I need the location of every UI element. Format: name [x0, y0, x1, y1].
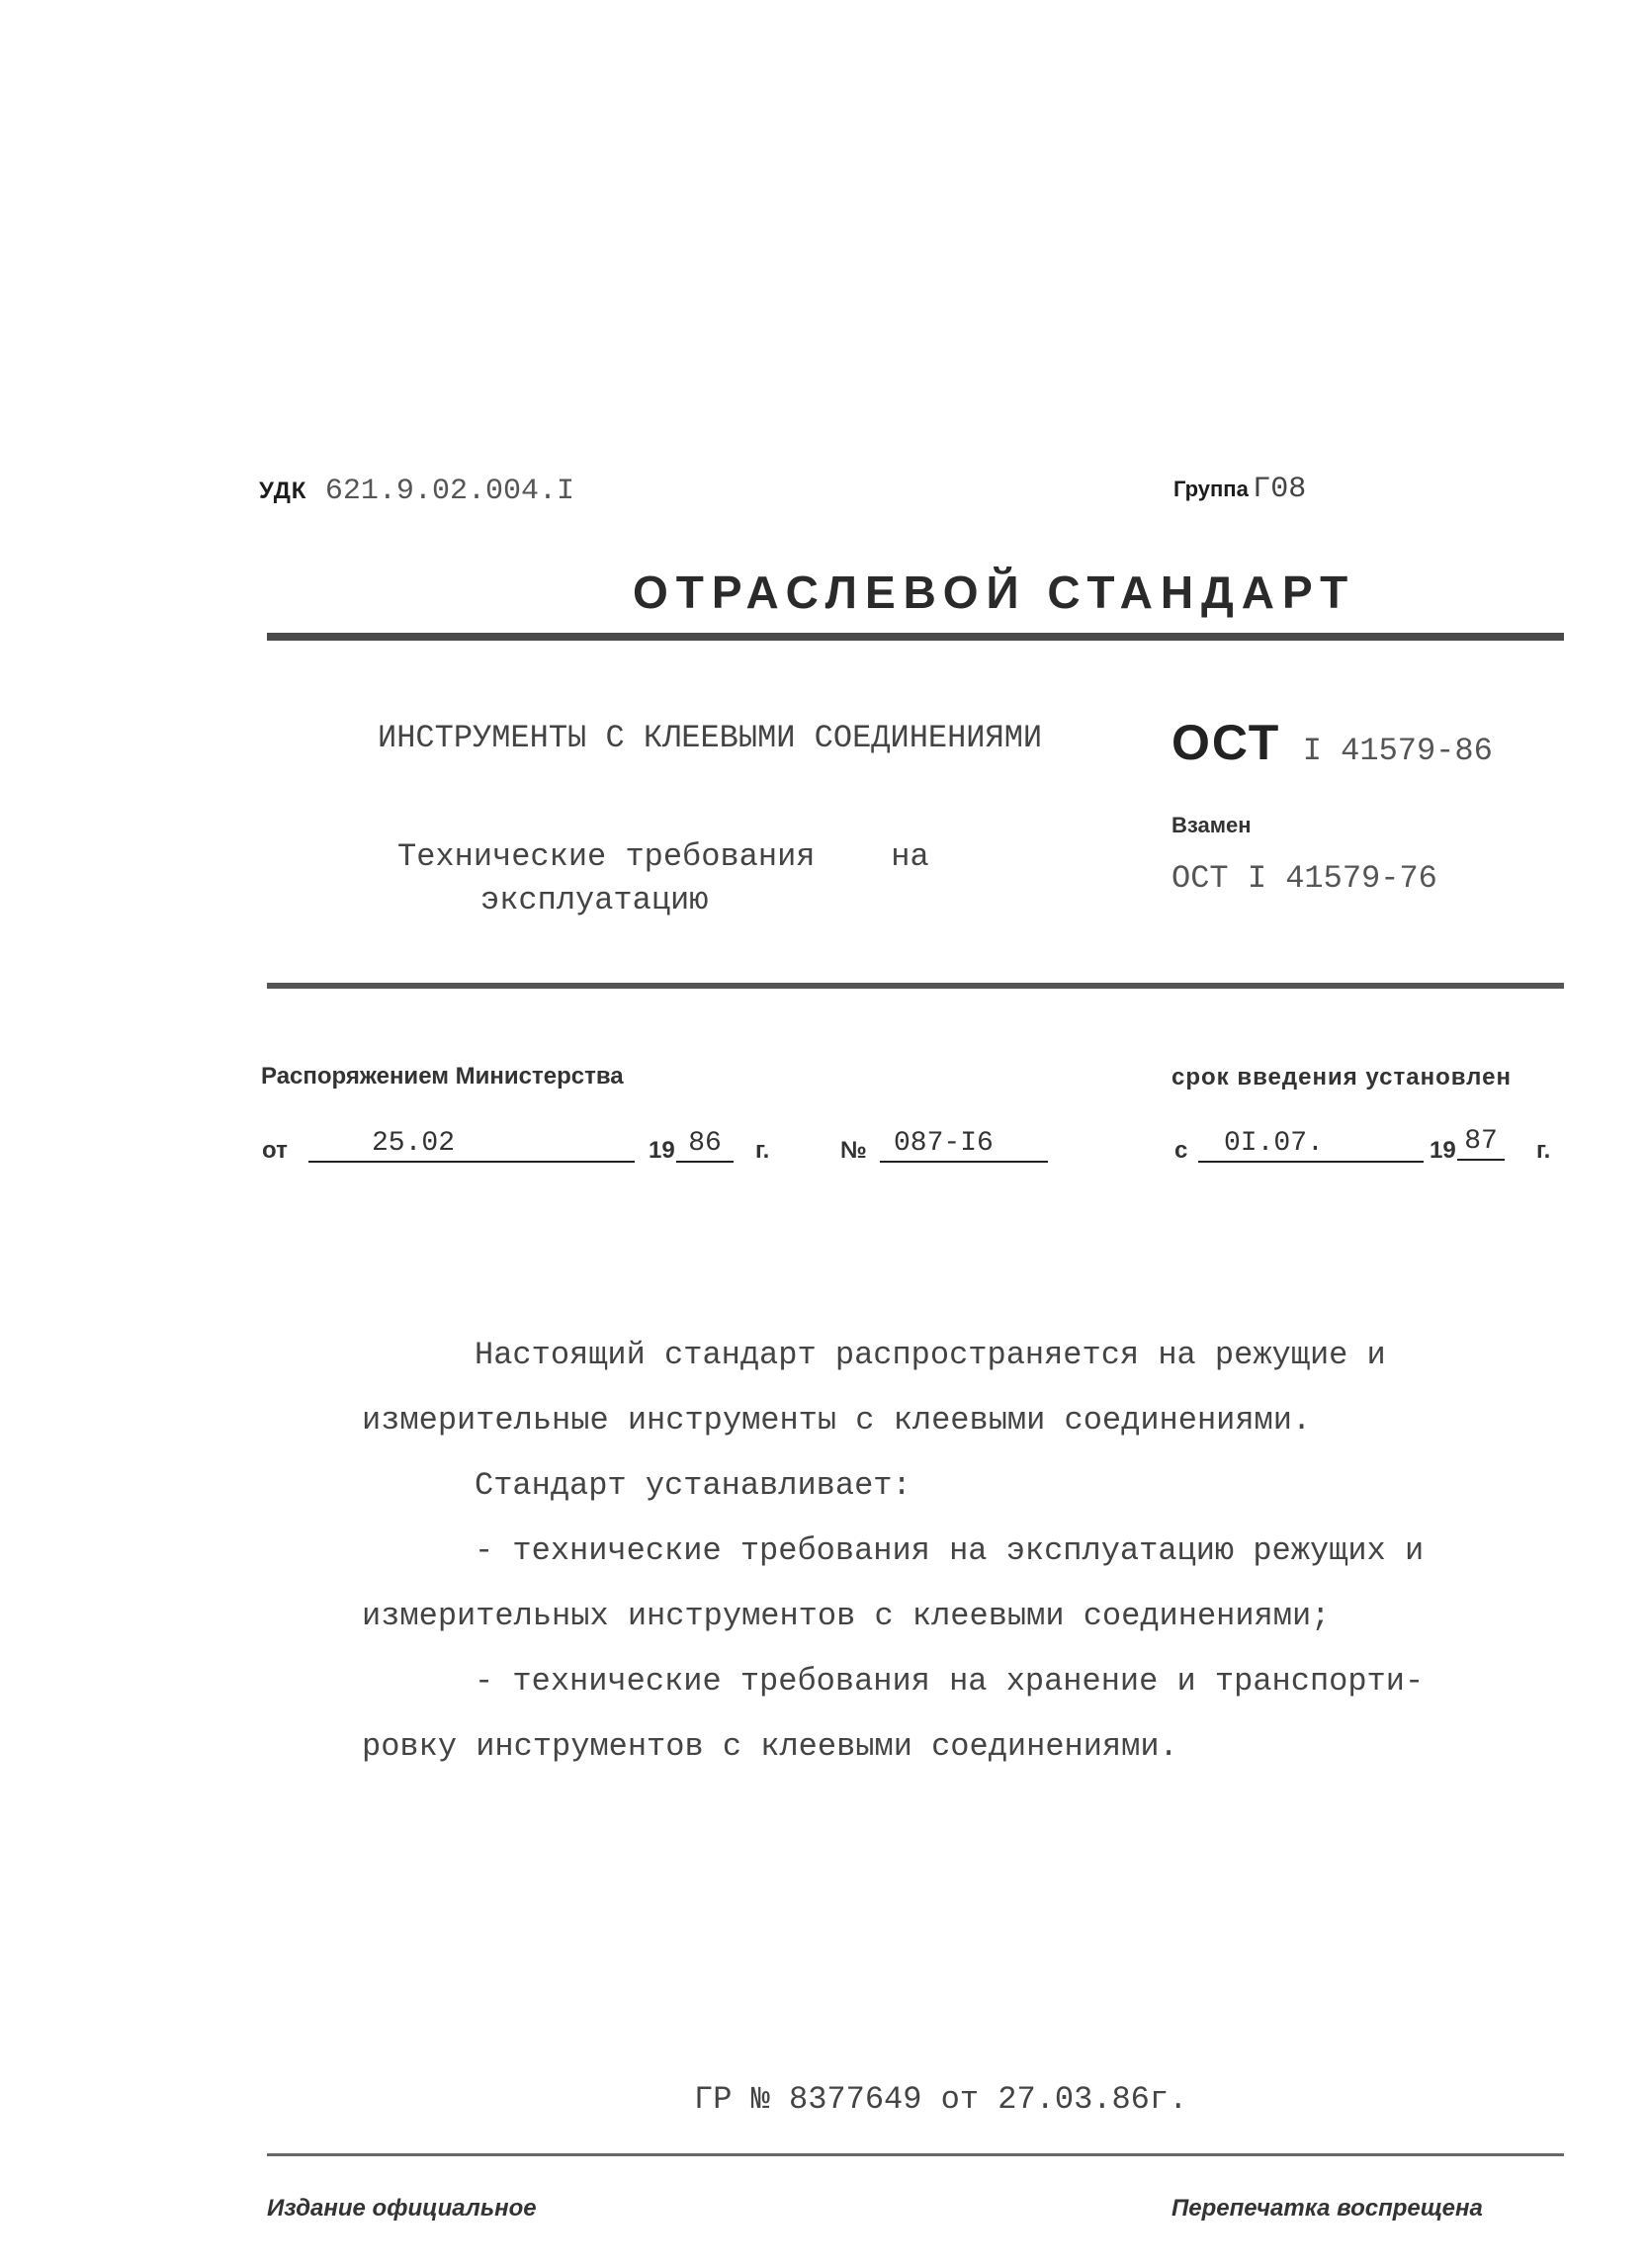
document-subtitle-line2: эксплуатацию — [480, 882, 709, 918]
effective-year-suffix: 87 — [1457, 1125, 1505, 1161]
udk-label: УДК — [259, 478, 307, 504]
order-number: 087-I6 — [880, 1127, 1048, 1163]
standard-prefix: ОСТ — [1171, 715, 1281, 770]
registration-number: ГР № 8377649 от 27.03.86г. — [694, 2081, 1188, 2118]
banner-rule — [267, 633, 1564, 641]
body-line-1: Настоящий стандарт распространяется на режущие и — [475, 1337, 1386, 1373]
standard-number: I 41579-86 — [1302, 733, 1493, 769]
replaces-value: ОСТ I 41579-76 — [1171, 860, 1437, 897]
body-line-6: - технические требования на хранение и транспорти- — [475, 1663, 1425, 1700]
section-rule — [267, 983, 1564, 989]
footer-reprint-prohibited: Перепечатка воспрещена — [1171, 2195, 1483, 2222]
footer-official-edition: Издание официальное — [267, 2195, 537, 2222]
effective-from-label: с — [1174, 1137, 1188, 1164]
order-from-label: от — [262, 1137, 288, 1164]
udk-value: 621.9.02.004.I — [324, 475, 574, 508]
document-subtitle-line1: Технические требования на — [397, 838, 929, 875]
body-line-5: измерительных инструментов с клеевыми соединениями; — [362, 1598, 1331, 1634]
group-value: Г08 — [1253, 473, 1307, 506]
order-year-prefix: 19 — [649, 1137, 675, 1164]
effective-date: 0I.07. — [1198, 1127, 1424, 1163]
banner-title: ОТРАСЛЕВОЙ СТАНДАРТ — [633, 567, 1356, 618]
order-year-suffix: 86 — [676, 1127, 734, 1163]
body-line-2: измерительные инструменты с клеевыми соединениями. — [362, 1402, 1312, 1439]
body-line-7: ровку инструментов с клеевыми соединениями. — [362, 1728, 1178, 1765]
group-label: Группа — [1173, 477, 1249, 501]
order-number-label: № — [840, 1137, 867, 1164]
effective-year-prefix: 19 — [1430, 1137, 1456, 1164]
order-year-unit: г. — [755, 1137, 770, 1164]
order-label: Распоряжением Министерства — [261, 1063, 624, 1090]
replaces-label: Взамен — [1171, 813, 1252, 837]
document-title: ИНСТРУМЕНТЫ С КЛЕЕВЫМИ СОЕДИНЕНИЯМИ — [378, 720, 1043, 756]
body-line-3: Стандарт устанавливает: — [475, 1467, 911, 1504]
effective-year-unit: г. — [1536, 1137, 1551, 1164]
body-line-4: - технические требования на эксплуатацию режущих и — [475, 1532, 1425, 1569]
order-date: 25.02 — [308, 1127, 635, 1163]
footer-rule — [267, 2153, 1564, 2156]
effective-label: срок введения установлен — [1171, 1064, 1512, 1090]
